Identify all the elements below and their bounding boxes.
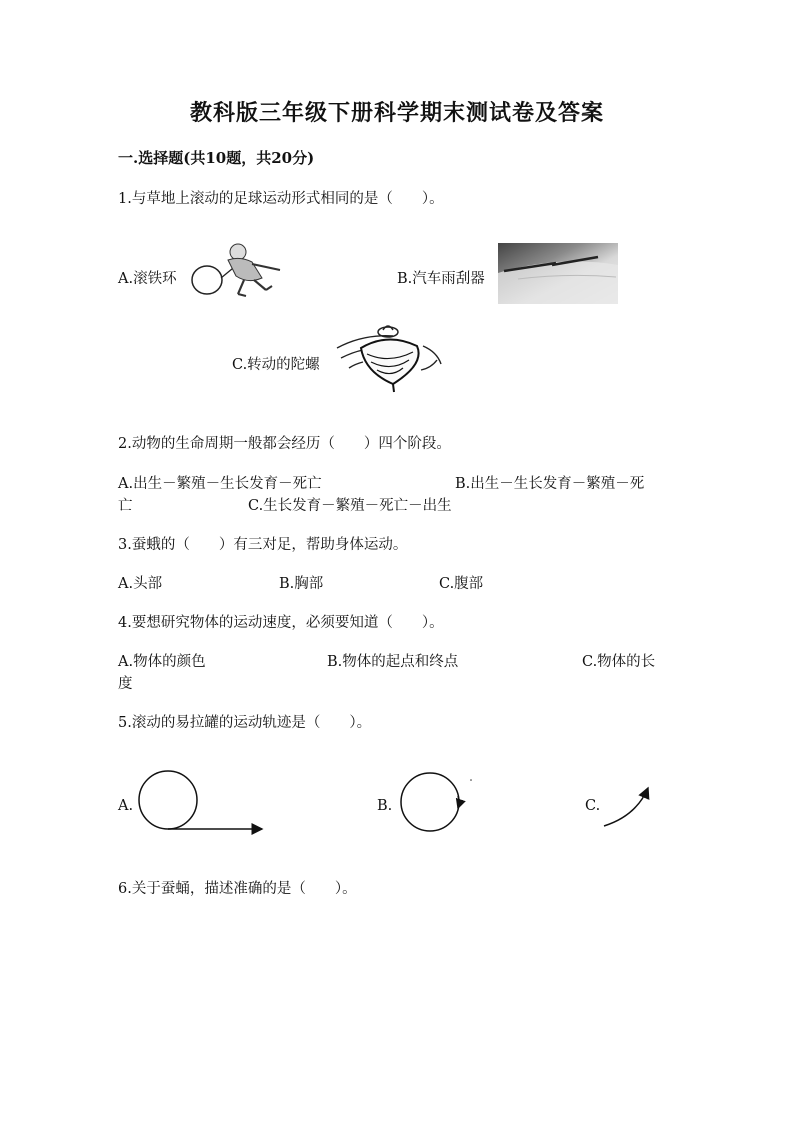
question-3-option-c: C.腹部 <box>439 576 484 592</box>
question-4-option-b: B.物体的起点和终点 <box>327 654 459 670</box>
question-4-option-a: A.物体的颜色 <box>118 654 206 670</box>
question-1-stem: 1.与草地上滚动的足球运动形式相同的是（ ）。 <box>118 191 444 207</box>
hoop-rolling-illustration <box>188 240 288 300</box>
question-2-option-a: A.出生－繁殖－生长发育－死亡 <box>118 476 322 492</box>
arc-trajectory <box>600 782 660 832</box>
question-2-stem: 2.动物的生命周期一般都会经历（ ）四个阶段。 <box>118 436 451 452</box>
question-2-option-b: B.出生－生长发育－繁殖－死 <box>455 476 645 492</box>
section-heading: 一.选择题(共10题，共20分) <box>118 149 315 167</box>
question-4-option-c-wrap: 度 <box>118 676 133 692</box>
question-3-option-a: A.头部 <box>118 576 163 592</box>
question-1-option-c: C.转动的陀螺 <box>232 357 320 373</box>
question-3-stem: 3.蚕蛾的（ ）有三对足，帮助身体运动。 <box>118 537 408 553</box>
question-5-option-a: A. <box>118 798 134 814</box>
question-3-option-b: B.胸部 <box>279 576 324 592</box>
circle-with-line-trajectory <box>136 770 268 836</box>
question-4-option-c: C.物体的长 <box>582 654 656 670</box>
page-title: 教科版三年级下册科学期末测试卷及答案 <box>189 100 604 126</box>
question-2-option-b-wrap: 亡 <box>118 498 133 514</box>
question-5-stem: 5.滚动的易拉罐的运动轨迹是（ ）。 <box>118 715 372 731</box>
circle-trajectory <box>396 770 476 836</box>
question-6-stem: 6.关于蚕蛹，描述准确的是（ ）。 <box>118 881 357 897</box>
question-1-option-b: B.汽车雨刮器 <box>397 271 485 287</box>
question-5-option-c: C. <box>585 798 601 814</box>
car-wiper-photo <box>498 243 618 304</box>
question-4-stem: 4.要想研究物体的运动速度，必须要知道（ ）。 <box>118 615 444 631</box>
question-1-option-a: A.滚铁环 <box>118 271 177 287</box>
question-2-option-c: C.生长发育－繁殖－死亡－出生 <box>248 498 452 514</box>
question-5-option-b: B. <box>377 798 393 814</box>
spinning-top-illustration <box>333 320 445 392</box>
